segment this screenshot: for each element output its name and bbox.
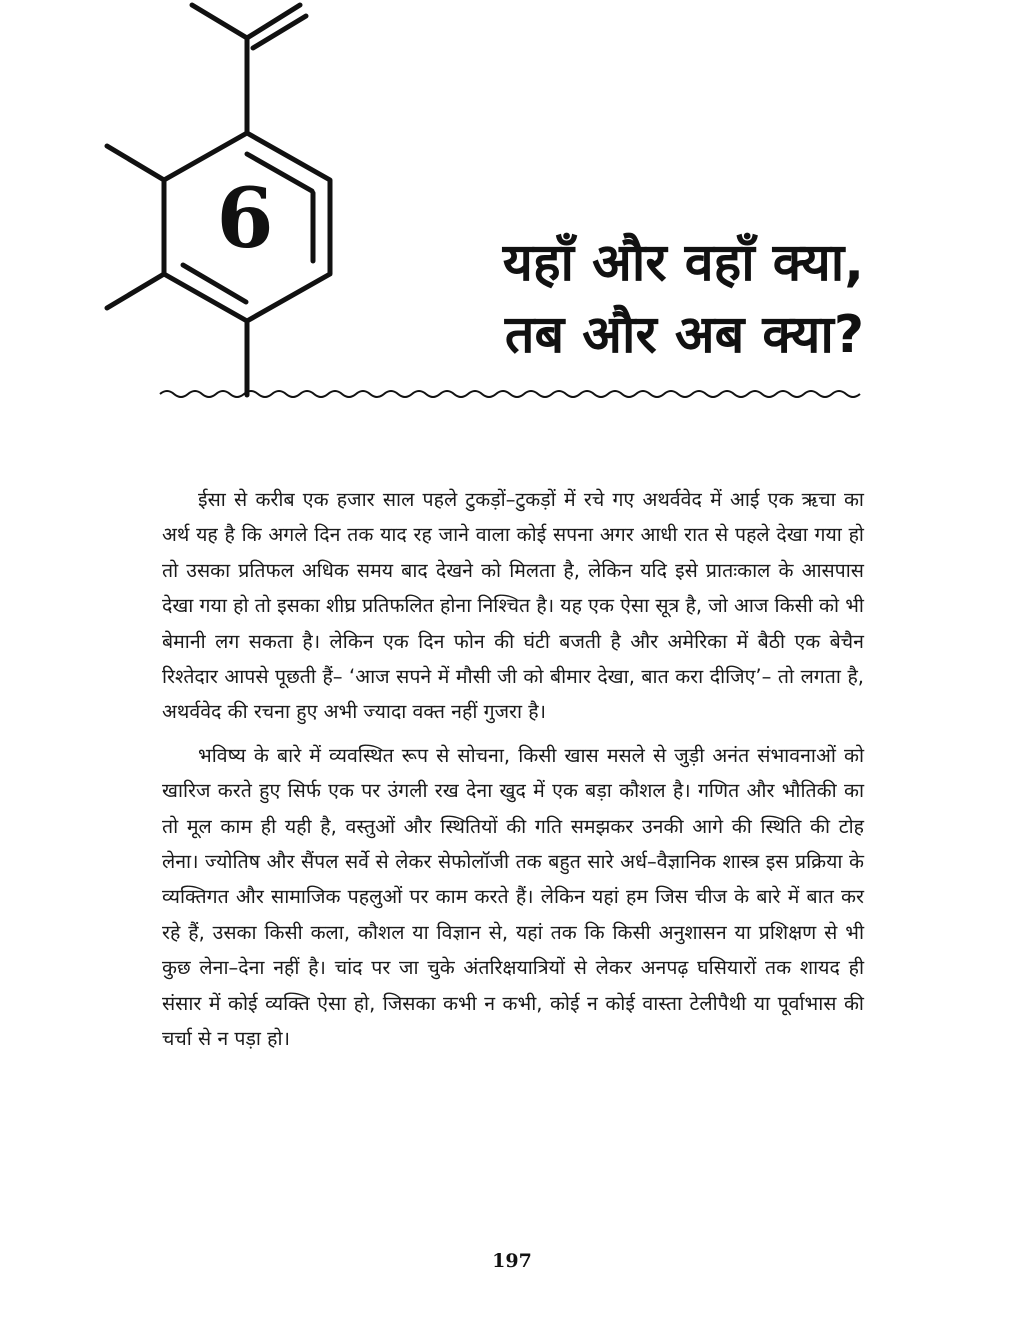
page-number: 197 bbox=[492, 1250, 532, 1272]
body-text bbox=[162, 482, 864, 1065]
chapter-number: 6 bbox=[216, 171, 274, 267]
paragraph: ईसा से करीब एक हजार साल पहले टुकड़ों–टुकड़ों में रचे गए अथर्ववेद में आई एक ऋचा का अर्थ यह है कि अगले दिन तक याद रह जाने वाला कोई सपना अगर आधी रात से पहले देखा गया हो तो उसका प्रतिफल अधिक समय बाद देखने को मिलता है, लेकिन यदि इसे प्रातःकाल के आसपास देखा गया हो तो इसका शीघ्र प्रतिफलित होना निश्चित है। यह एक ऐसा सूत्र है, जो आज किसी को भी बेमानी लग सकता है। लेकिन एक दिन फोन की घंटी बजती है और अमेरिका में बैठी एक बेचैन रिश्तेदार आपसे पूछती हैं– ‘आज सपने में मौसी जी को बीमार देखा, बात करा दीजिए’– तो लगता है, अथर्ववेद की रचना हुए अभी ज्यादा वक्त नहीं गुजरा है। bbox=[162, 488, 864, 724]
chapter-title-line-1: यहाँ और वहाँ क्या, bbox=[502, 233, 864, 293]
heading-wave-rule bbox=[160, 391, 860, 397]
chapter-title bbox=[503, 228, 864, 372]
chapter-title-line-2: तब और अब क्या? bbox=[504, 304, 864, 365]
paragraph: भविष्य के बारे में व्यवस्थित रूप से सोचना, किसी खास मसले से जुड़ी अनंत संभावनाओं को खारिज करते हुए सिर्फ एक पर उंगली रख देना खुद में एक बड़ा कौशल है। गणित और भौतिकी का तो मूल काम ही यही है, वस्तुओं और स्थितियों की गति समझकर उनकी आगे की स्थिति की टोह लेना। ज्योतिष और सैंपल सर्वे से लेकर सेफोलॉजी तक बहुत सारे अर्ध–वैज्ञानिक शास्त्र इस प्रक्रिया के व्यक्तिगत और सामाजिक पहलुओं पर काम करते हैं। लेकिन यहां हम जिस चीज के बारे में बात कर रहे हैं, उसका किसी कला, कौशल या विज्ञान से, यहां तक कि किसी अनुशासन या प्रशिक्षण से भी कुछ लेना–देना नहीं है। चांद पर जा चुके अंतरिक्षयात्रियों से लेकर अनपढ़ घसियारों तक शायद ही संसार में कोई व्यक्ति ऐसा हो, जिसका कभी न कभी, कोई न कोई वास्ता टेलीपैथी या पूर्वाभास की चर्चा से न पड़ा हो। bbox=[162, 743, 864, 1051]
